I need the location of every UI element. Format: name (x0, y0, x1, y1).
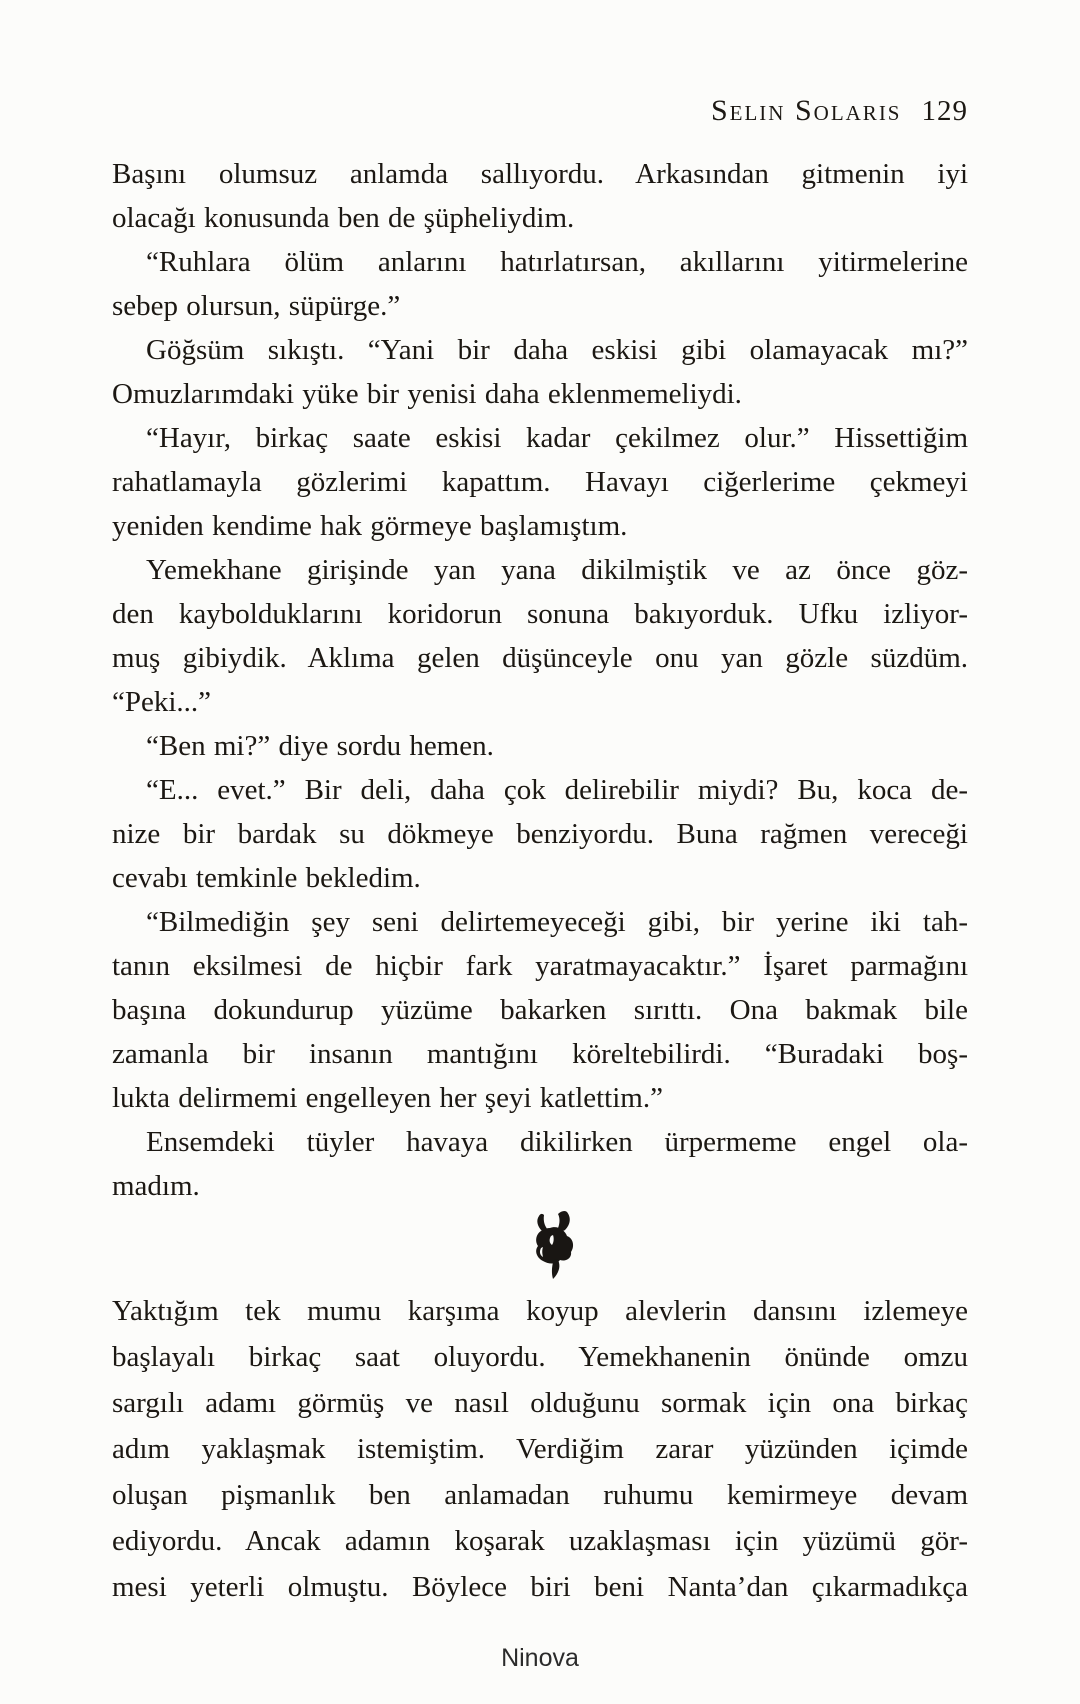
text-line: “Ben mi?” diye sordu hemen. (146, 730, 494, 762)
ink-ornament-icon (529, 1210, 579, 1280)
text-line: yeniden kendime hak görmeye başlamıştım. (112, 510, 628, 542)
text-line: madım. (112, 1170, 200, 1202)
page-header (112, 94, 968, 128)
text-line: sargılı adamı görmüş ve nasıl olduğunu sormak için ona birkaç (112, 1387, 968, 1419)
text-line: tanın eksilmesi de hiçbir fark yaratmayacaktır.” İşaret parmağını (112, 950, 968, 982)
text-line: Ensemdeki tüyler havaya dikilirken ürpermeme engel ola- (146, 1126, 968, 1158)
text-line: “Ruhlara ölüm anlarını hatırlatırsan, akıllarını yitirmelerine (146, 246, 968, 278)
section-divider (112, 1210, 968, 1280)
text-line: “Hayır, birkaç saate eskisi kadar çekilmez olur.” Hissettiğim (146, 422, 968, 454)
text-line: olacağı konusunda ben de şüpheliydim. (112, 202, 575, 234)
text-line: Omuzlarımdaki yüke bir yenisi daha eklenmemeliydi. (112, 378, 742, 410)
publisher-name: Ninova (501, 1644, 579, 1672)
page-number: 129 (921, 95, 968, 127)
text-line: oluşan pişmanlık ben anlamadan ruhumu kemirmeye devam (112, 1479, 968, 1511)
text-line: den kaybolduklarını koridorun sonuna bakıyorduk. Ufku izliyor- (112, 598, 968, 630)
text-line: Başını olumsuz anlamda sallıyordu. Arkasından gitmenin iyi (112, 158, 968, 190)
text-line: zamanla bir insanın mantığını köreltebilirdi. “Buradaki boş- (112, 1038, 968, 1070)
text-line: ediyordu. Ancak adamın koşarak uzaklaşması için yüzümü gör- (112, 1525, 968, 1557)
running-title: Selin Solaris (710, 94, 902, 127)
text-line: rahatlamayla gözlerimi kapattım. Havayı ciğerlerime çekmeyi (112, 466, 968, 498)
text-line: nize bir bardak su dökmeye benziyordu. Buna rağmen vereceği (112, 818, 968, 850)
text-line: başına dokundurup yüzüme bakarken sırıttı. Ona bakmak bile (112, 994, 968, 1026)
text-line: muş gibiydik. Aklıma gelen düşünceyle onu yan gözle süzdüm. (112, 642, 968, 674)
body-text-lower-section (112, 1288, 968, 1610)
text-line: Yaktığım tek mumu karşıma koyup alevlerin dansını izlemeye (112, 1295, 968, 1327)
text-line: cevabı temkinle bekledim. (112, 862, 421, 894)
text-line: “Bilmediğin şey seni delirtemeyeceği gibi, bir yerine iki tah- (146, 906, 968, 938)
text-line: mesi yeterli olmuştu. Böylece biri beni Nanta’dan çıkarmadıkça (112, 1571, 968, 1603)
text-line: başlayalı birkaç saat oluyordu. Yemekhanenin önünde omzu (112, 1341, 968, 1373)
text-line: sebep olursun, süpürge.” (112, 290, 401, 322)
text-line: adım yaklaşmak istemiştim. Verdiğim zarar yüzünden içimde (112, 1433, 968, 1465)
text-line: lukta delirmemi engelleyen her şeyi katlettim.” (112, 1082, 663, 1114)
text-line: “Peki...” (112, 686, 212, 718)
text-line: Yemekhane girişinde yan yana dikilmiştik ve az önce göz- (146, 554, 968, 586)
text-line: Göğsüm sıkıştı. “Yani bir daha eskisi gibi olamayacak mı?” (146, 334, 968, 366)
body-text-upper-section (112, 152, 968, 1208)
text-line: “E... evet.” Bir deli, daha çok delirebilir miydi? Bu, koca de- (146, 774, 968, 806)
